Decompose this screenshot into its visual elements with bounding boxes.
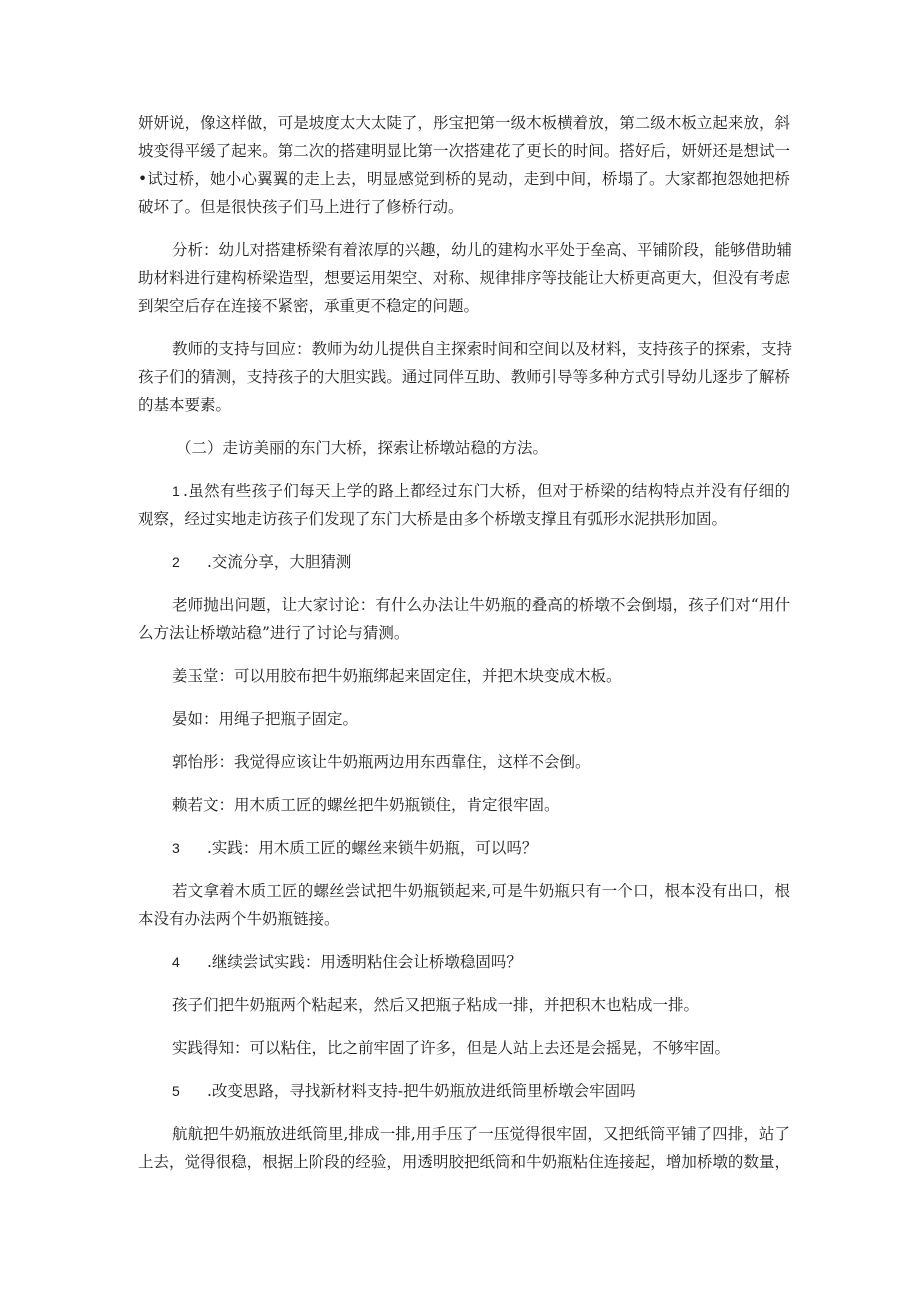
text-line: .交流分享，大胆猜测	[207, 553, 352, 571]
text-line: .继续尝试实践：用透明粘住会让桥墩稳固吗？	[207, 953, 522, 971]
text-line: 本没有办法两个牛奶瓶链接。	[138, 910, 340, 928]
text-line: 妍妍说，像这样做，可是坡度太大太陡了，彤宝把第一级木板横着放，第二级木板立起来放，斜	[138, 114, 790, 132]
text-line: 若文拿着木质工匠的螺丝尝试把牛奶瓶锁起来,可是牛奶瓶只有一个口，根本没有出口，根	[172, 882, 790, 900]
list-number: 2	[172, 554, 180, 570]
text-line: 教师的支持与回应：教师为幼儿提供自主探索时间和空间以及材料，支持孩子的探索，支持	[172, 340, 793, 358]
text-line: •试过桥，她小心翼翼的走上去，明显感觉到桥的晃动，走到中间，桥塌了。大家都抱怨她把桥	[138, 170, 790, 188]
text-line: 郭怡彤：我觉得应该让牛奶瓶两边用东西靠住，这样不会倒。	[172, 753, 591, 771]
text-line: 助材料进行建构桥梁造型，想要运用架空、对称、规律排序等技能让大桥更高更大，但没有考虑	[138, 269, 790, 287]
text-line: .实践：用木质工匠的螺丝来锁牛奶瓶，可以吗？	[207, 839, 538, 857]
text-line: 破坏了。但是很快孩子们马上进行了修桥行动。	[138, 198, 464, 216]
text-line: 晏如：用绳子把瓶子固定。	[172, 710, 359, 728]
section-heading: （二）走访美丽的东门大桥，探索让桥墩站稳的方法。	[176, 439, 549, 457]
text-line: 上去，觉得很稳，根据上阶段的经验，用透明胶把纸筒和牛奶瓶粘住连接起，增加桥墩的数量，	[138, 1153, 790, 1171]
text-line: 姜玉堂：可以用胶布把牛奶瓶绑起来固定住，并把木块变成木板。	[172, 667, 622, 685]
text-line: 孩子们把牛奶瓶两个粘起来，然后又把瓶子粘成一排，并把积木也粘成一排。	[172, 996, 700, 1014]
text-line: 老师抛出问题，让大家讨论：有什么办法让牛奶瓶的叠高的桥墩不会倒塌，孩子们对“用什	[172, 596, 790, 614]
text-line: 航航把牛奶瓶放进纸筒里,排成一排,用手压了一压觉得很牢固，又把纸筒平铺了四排，站了	[172, 1125, 790, 1143]
text-line: 的基本要素。	[138, 396, 232, 414]
text-line: 么方法让桥墩站稳”进行了讨论与猜测。	[138, 624, 410, 642]
text-line: 实践得知：可以粘住，比之前牢固了许多，但是人站上去还是会摇晃，不够牢固。	[172, 1039, 731, 1057]
text-line: .改变思路，寻找新材料支持-把牛奶瓶放进纸筒里桥墩会牢固吗	[207, 1082, 636, 1100]
text-line: 分析：幼儿对搭建桥梁有着浓厚的兴趣，幼儿的建构水平处于垒高、平铺阶段，能够借助辅	[172, 241, 793, 259]
text-line: 坡变得平缓了起来。第二次的搭建明显比第一次搭建花了更长的时间。搭好后，妍妍还是想试一	[138, 142, 790, 160]
text-line: 观察，经过实地走访孩子们发现了东门大桥是由多个桥墩支撑且有弧形水泥拱形加固。	[138, 510, 728, 528]
text-line: 到架空后存在连接不紧密，承重更不稳定的问题。	[138, 297, 480, 315]
list-number: 4	[172, 954, 180, 970]
text-line: 孩子们的猜测，支持孩子的大胆实践。通过同伴互助、教师引导等多种方式引导幼儿逐步了解桥	[138, 368, 790, 386]
text-line: .虽然有些孩子们每天上学的路上都经过东门大桥，但对于桥梁的结构特点并没有仔细的	[183, 482, 790, 500]
list-number: 3	[172, 840, 180, 856]
list-number: 5	[172, 1083, 180, 1099]
list-number: 1	[172, 483, 180, 499]
text-line: 赖若文：用木质工匠的螺丝把牛奶瓶锁住，肯定很牢固。	[172, 796, 560, 814]
